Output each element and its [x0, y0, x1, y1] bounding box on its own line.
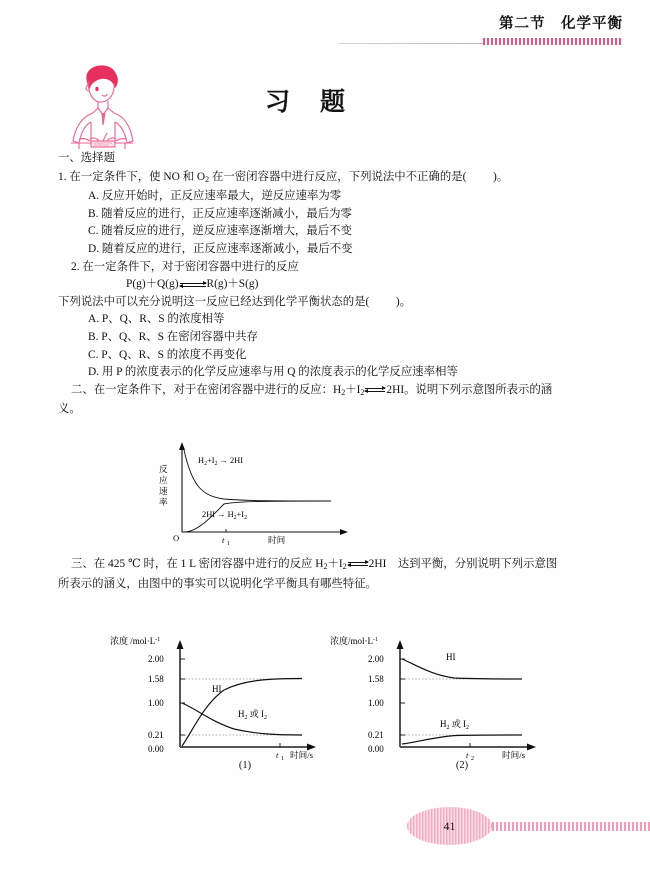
s2-sub-2: 2: [360, 387, 365, 397]
page-title: 习题: [265, 89, 376, 116]
fig1-origin-label: O: [173, 533, 180, 543]
header-stripe-decoration: [483, 38, 623, 45]
chart1-series-hi: HI: [212, 684, 222, 694]
figure-caption-2: (2): [455, 760, 469, 771]
s2-lead-a: 二、在一定条件下，对于在密闭容器中进行的反应：H: [71, 383, 342, 396]
chart1-ytick-1: 1.58: [148, 674, 164, 684]
s2-lead-mid: ＋I: [345, 383, 361, 396]
reversible-arrow-icon-2: [365, 385, 385, 395]
question-2-equation: [58, 276, 603, 294]
s3-lead-a: 三、在 425 ℃ 时，在 1 L 密闭容器中进行的反应 H: [71, 558, 324, 570]
question-2-prompt: [58, 294, 603, 312]
svg-text:2: 2: [471, 756, 474, 762]
s2-sub-1: 2: [341, 387, 346, 397]
section-three-lead: [58, 556, 610, 576]
exercise-body: [58, 150, 603, 419]
reversible-arrow-icon-3: [348, 559, 368, 569]
chart2-y-label: 浓度$/mol\cdot L^{-1}$: [330, 636, 378, 646]
q2-prompt-b: )。: [395, 295, 412, 308]
chart1-ytick-3: 0.21: [148, 730, 164, 740]
question-1-stem: [58, 169, 603, 189]
header-section-title: 第二节 化学平衡: [499, 16, 623, 32]
q2-eq-left: P(g)＋Q(g): [126, 278, 179, 291]
chart2-ytick-0: 2.00: [368, 654, 384, 664]
q2-option-a: A. P、Q、R、S 的浓度相等: [88, 313, 225, 326]
section-two-lead: [58, 382, 603, 402]
section-two-line2: 义。: [58, 403, 81, 416]
q1-stem-c: )。: [492, 170, 509, 183]
page-number: 41: [443, 818, 456, 833]
q1-stem-sub: 2: [205, 174, 210, 184]
chart1-x-label: 时间/s: [290, 750, 313, 760]
q2-eq-right: R(g)＋S(g): [206, 278, 259, 291]
fig1-x-axis-label: 时间: [268, 535, 286, 545]
chart1-ytick-2: 1.00: [148, 698, 164, 708]
chart1-xtick: t: [276, 750, 279, 760]
svg-text:应: 应: [159, 475, 168, 485]
section-three-block: [58, 556, 610, 593]
fig1-x-tick: t: [222, 535, 225, 545]
svg-text:速: 速: [159, 486, 168, 496]
svg-text:率: 率: [159, 497, 168, 507]
section-one-heading: 一、选择题: [58, 152, 115, 164]
q1-stem-a: 在一定条件下，使 NO 和 O: [69, 170, 206, 183]
svg-text:1: 1: [281, 756, 284, 762]
q2-option-b: B. P、Q、R、S 在密闭容器中共存: [88, 330, 258, 343]
chart2-ytick-4: 0.00: [368, 744, 384, 754]
q2-prompt-a: 下列说法中可以充分说明这一反应已经达到化学平衡状态的是(: [58, 295, 370, 308]
fig1-reverse-label: $2HI \to H_2+I_2$: [202, 510, 247, 521]
chart1-ytick-4: 0.00: [148, 744, 164, 754]
chart1-ytick-0: 2.00: [148, 654, 164, 664]
q2-option-c: C. P、Q、R、S 的浓度不再变化: [88, 348, 247, 361]
s3-lead-mid: ＋I: [327, 558, 343, 570]
q1-option-b: B. 随着反应的进行，正反应速率逐渐减小，最后为零: [88, 207, 352, 220]
chart2-series-hi: HI: [446, 652, 456, 662]
question-2-lead: 2. 在一定条件下，对于密闭容器中进行的反应: [71, 260, 299, 273]
chart2-ytick-3: 0.21: [368, 730, 384, 740]
chart2-series-h2i2: $H_2$ 或 $I_2$: [440, 719, 469, 731]
chart2-ytick-1: 1.58: [368, 674, 384, 684]
q1-option-a: A. 反应开始时，正反应速率最大，逆反应速率为零: [88, 190, 342, 203]
figure-rate-vs-time: [146, 440, 386, 555]
chart2-ytick-2: 1.00: [368, 698, 384, 708]
page-header: [0, 12, 650, 54]
s3-sub-1: 2: [323, 562, 328, 571]
s2-lead-after: 2HI。说明下列示意图所表示的涵: [386, 383, 553, 396]
s3-lead-after: 2HI 达到平衡，分别说明下列示意图: [368, 558, 558, 570]
chart1-series-h2i2: $H_2$ 或 $I_2$: [238, 709, 267, 721]
chart2-xtick: t: [466, 750, 469, 760]
chart-concentration-1: [108, 632, 338, 777]
figure-caption-1: (1): [238, 760, 252, 771]
q1-option-c: C. 随着反应的进行，逆反应速率逐渐增大，最后不变: [88, 225, 352, 238]
q1-stem-b: 在一密闭容器中进行反应，下列说法中不正确的是(: [209, 170, 467, 183]
chart2-x-label: 时间/s: [502, 750, 525, 760]
chart1-y-label: 浓度 $/mol\cdot L^{-1}$: [110, 636, 161, 646]
student-writing-illustration: [57, 55, 145, 150]
q1-number: 1.: [58, 170, 67, 183]
reversible-arrow-icon: [180, 280, 206, 290]
s3-sub-2: 2: [342, 562, 347, 571]
chart-concentration-2: [330, 632, 560, 777]
fig1-y-axis-label: 反: [159, 464, 168, 474]
q2-option-d: D. 用 P 的浓度表示的化学反应速率与用 Q 的浓度表示的化学反应速率相等: [88, 366, 458, 379]
section-three-line2: 所表示的涵义，由图中的事实可以说明化学平衡具有哪些特征。: [58, 577, 377, 590]
svg-text:1: 1: [227, 541, 230, 547]
fig1-forward-label: $H_2+I_2 \to 2HI$: [198, 456, 243, 467]
q1-option-d: D. 随着反应的进行，正反应速率逐渐减小，最后不变: [88, 242, 353, 255]
